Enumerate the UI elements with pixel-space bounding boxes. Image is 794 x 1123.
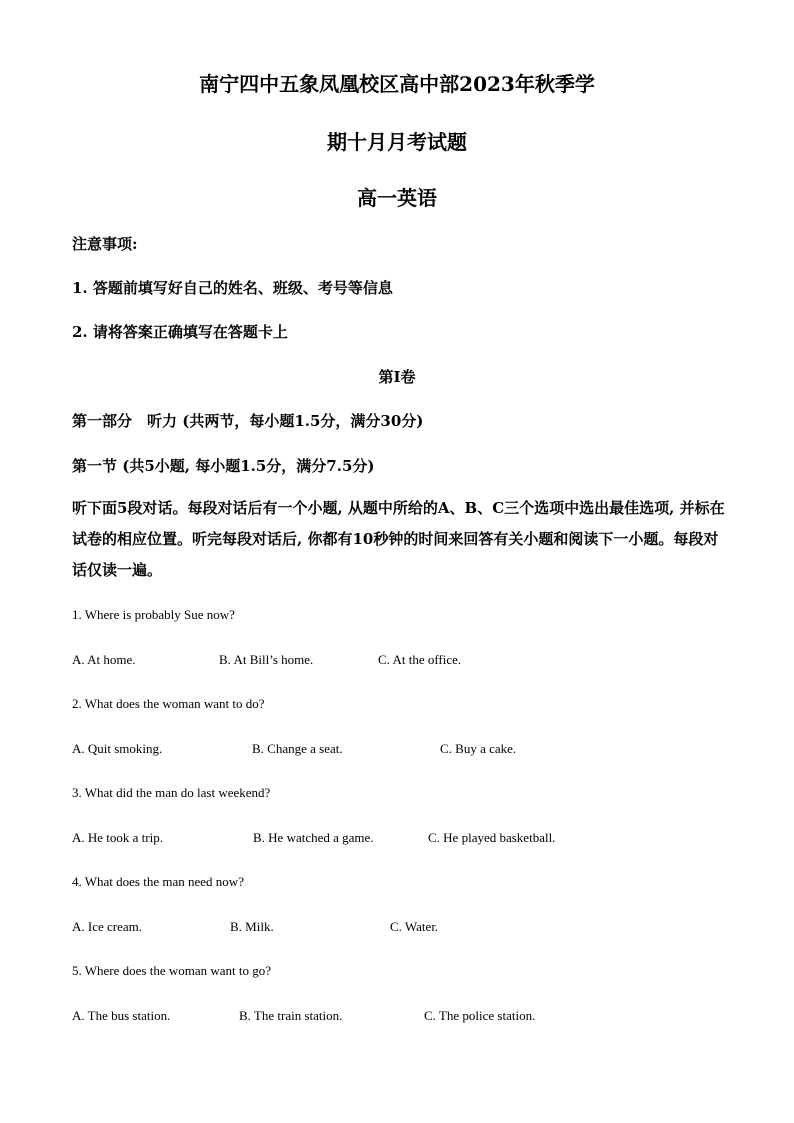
option-b: B. Change a seat. (252, 741, 343, 756)
title-line-2: 期十月月考试题 (327, 130, 467, 154)
option-a: A. Quit smoking. (72, 741, 163, 756)
option-c: C. Water. (390, 919, 439, 934)
notice-item-2: 2. 请将答案正确填写在答题卡上 (72, 323, 288, 341)
option-a: A. Ice cream. (72, 919, 143, 934)
option-b: B. At Bill’s home. (219, 652, 314, 667)
option-c: C. Buy a cake. (440, 741, 517, 756)
option-b: B. Milk. (230, 919, 274, 934)
option-c: C. At the office. (378, 652, 462, 667)
question-stem: 5. Where does the woman want to go? (72, 963, 272, 978)
notice-item-1: 1. 答题前填写好自己的姓名、班级、考号等信息 (72, 279, 393, 297)
option-c: C. The police station. (424, 1008, 536, 1023)
question-stem: 4. What does the man need now? (72, 874, 244, 889)
option-a: A. At home. (72, 652, 136, 667)
subject-title: 高一英语 (357, 186, 437, 210)
option-b: B. The train station. (239, 1008, 343, 1023)
section1-title: 第一节 (共5小题, 每小题1.5分，满分7.5分) (72, 457, 375, 475)
option-c: C. He played basketball. (428, 830, 556, 845)
option-a: A. He took a trip. (72, 830, 163, 845)
listening-instructions: 听下面5段对话。每段对话后有一个小题, 从题中所给的A、B、C三个选项中选出最佳选项, 并标在试卷的相应位置。听完每段对话后, 你都有10秒钟的时间来回答有关小题和阅读下一小题。每段对话仅读一遍。 (72, 499, 725, 579)
question-stem: 3. What did the man do last weekend? (72, 785, 271, 800)
option-b: B. He watched a game. (253, 830, 374, 845)
notice-heading: 注意事项: (72, 235, 138, 253)
question-stem: 1. Where is probably Sue now? (72, 607, 235, 622)
part1-title: 第一部分 听力 (共两节，每小题1.5分，满分30分) (72, 412, 424, 430)
question-stem: 2. What does the woman want to do? (72, 696, 265, 711)
volume-label: 第I卷 (378, 368, 416, 386)
option-a: A. The bus station. (72, 1008, 171, 1023)
title-line-1: 南宁四中五象凤凰校区高中部2023年秋季学 (199, 72, 595, 96)
